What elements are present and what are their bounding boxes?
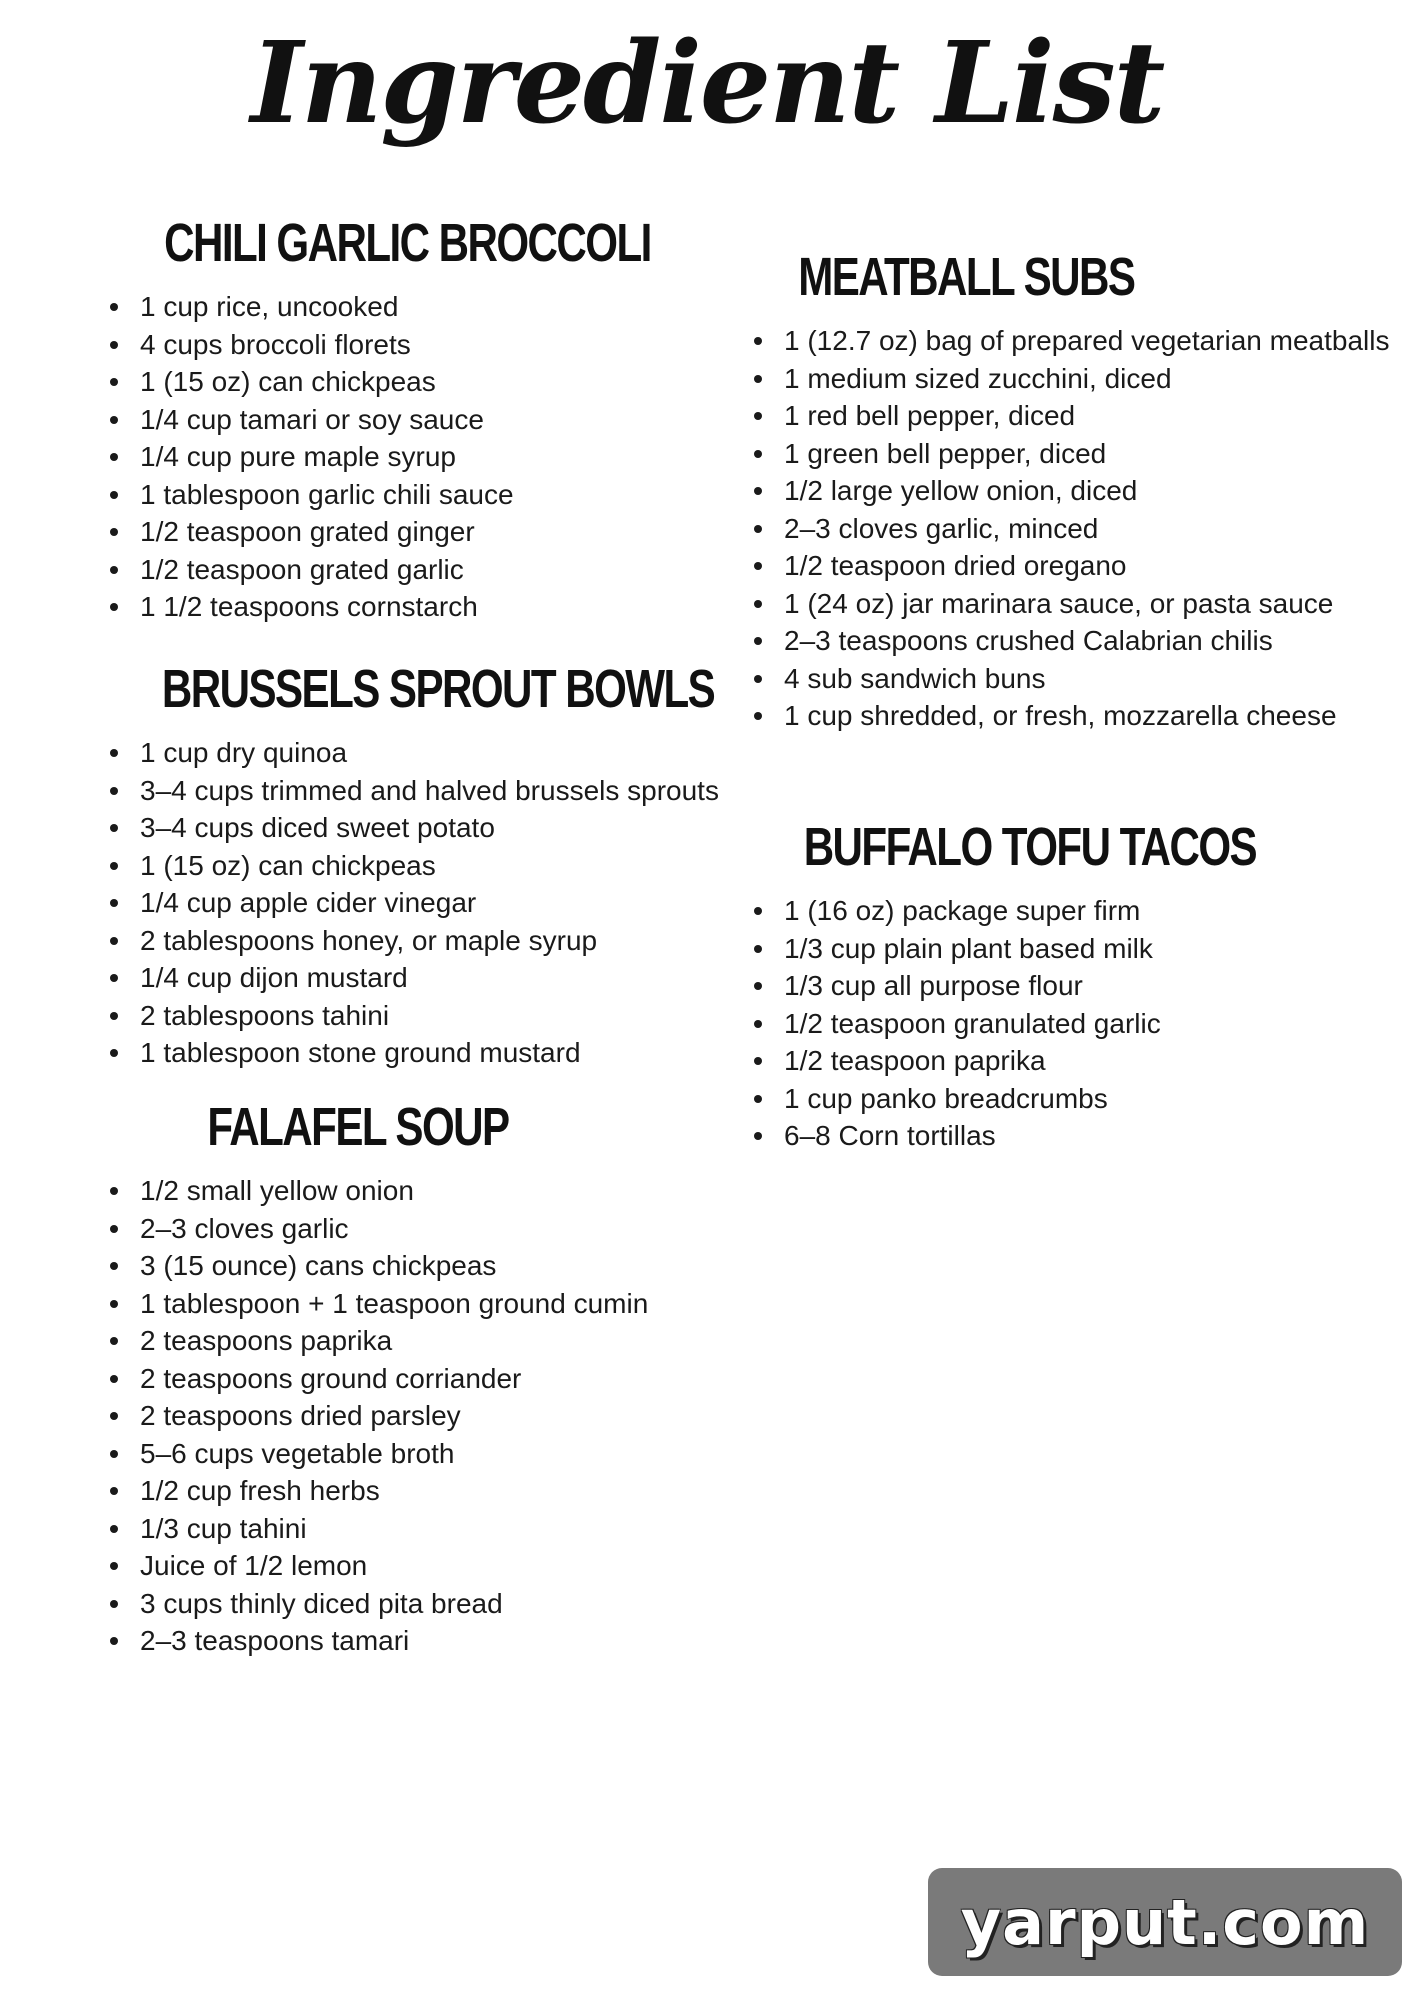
section-brussels-sprout-bowls: [108, 658, 758, 1072]
ingredient-list: [752, 322, 1402, 735]
ingredient-item: 1/3 cup tahini: [108, 1510, 608, 1548]
ingredient-item: 1 (15 oz) can chickpeas: [108, 363, 608, 401]
section-falafel-soup: [108, 1096, 649, 1660]
ingredient-item: 1 tablespoon + 1 teaspoon ground cumin: [108, 1285, 608, 1323]
ingredient-item: 1 cup rice, uncooked: [108, 288, 608, 326]
ingredient-item: 3 (15 ounce) cans chickpeas: [108, 1247, 608, 1285]
ingredient-list: [108, 734, 758, 1072]
ingredient-item: 3–4 cups diced sweet potato: [108, 809, 758, 847]
ingredient-list: [108, 288, 608, 626]
ingredient-item: 3 cups thinly diced pita bread: [108, 1585, 608, 1623]
ingredient-item: 1 cup dry quinoa: [108, 734, 758, 772]
ingredient-item: 2–3 teaspoons tamari: [108, 1622, 608, 1660]
section-chili-garlic-broccoli: [108, 212, 651, 626]
watermark-badge: [928, 1868, 1402, 1976]
ingredient-item: 1 1/2 teaspoons cornstarch: [108, 588, 608, 626]
ingredient-item: 3–4 cups trimmed and halved brussels sprouts: [108, 772, 758, 810]
ingredient-item: 1/3 cup plain plant based milk: [752, 930, 1402, 968]
section-buffalo-tofu-tacos: [752, 816, 1402, 1155]
ingredient-item: 1/2 small yellow onion: [108, 1172, 608, 1210]
ingredient-item: 1 (16 oz) package super firm: [752, 892, 1402, 930]
ingredient-item: 1 tablespoon garlic chili sauce: [108, 476, 608, 514]
ingredient-list: [108, 1172, 649, 1660]
ingredient-item: 2–3 cloves garlic, minced: [752, 510, 1402, 548]
section-heading: MEATBALL SUBS: [798, 247, 1135, 307]
ingredient-item: Juice of 1/2 lemon: [108, 1547, 608, 1585]
ingredient-item: 1/4 cup pure maple syrup: [108, 438, 608, 476]
section-meatball-subs: [752, 246, 1402, 735]
ingredient-item: 1/2 cup fresh herbs: [108, 1472, 608, 1510]
page-title: Ingredient List: [250, 18, 1164, 149]
ingredient-item: 2 teaspoons dried parsley: [108, 1397, 608, 1435]
ingredient-item: 1 green bell pepper, diced: [752, 435, 1402, 473]
ingredient-item: 1/2 teaspoon grated garlic: [108, 551, 608, 589]
ingredient-item: 1/4 cup dijon mustard: [108, 959, 758, 997]
ingredient-item: 2–3 teaspoons crushed Calabrian chilis: [752, 622, 1402, 660]
ingredient-item: 1/2 teaspoon dried oregano: [752, 547, 1402, 585]
ingredient-item: 5–6 cups vegetable broth: [108, 1435, 608, 1473]
ingredient-item: 1/2 teaspoon paprika: [752, 1042, 1402, 1080]
ingredient-item: 1 cup shredded, or fresh, mozzarella cheese: [752, 697, 1402, 735]
ingredient-item: 1/2 large yellow onion, diced: [752, 472, 1402, 510]
ingredient-item: 1 red bell pepper, diced: [752, 397, 1402, 435]
ingredient-item: 1 medium sized zucchini, diced: [752, 360, 1402, 398]
section-heading: CHILI GARLIC BROCCOLI: [164, 213, 651, 273]
ingredient-item: 1/4 cup apple cider vinegar: [108, 884, 758, 922]
ingredient-item: 1 (12.7 oz) bag of prepared vegetarian meatballs: [752, 322, 1402, 360]
ingredient-item: 1 (24 oz) jar marinara sauce, or pasta sauce: [752, 585, 1402, 623]
ingredient-item: 6–8 Corn tortillas: [752, 1117, 1402, 1155]
ingredient-item: 2 teaspoons paprika: [108, 1322, 608, 1360]
ingredient-item: 1/3 cup all purpose flour: [752, 967, 1402, 1005]
ingredient-item: 2 tablespoons tahini: [108, 997, 758, 1035]
ingredient-list: [752, 892, 1402, 1155]
ingredient-item: 2 tablespoons honey, or maple syrup: [108, 922, 758, 960]
ingredient-item: 1 (15 oz) can chickpeas: [108, 847, 758, 885]
ingredient-item: 1 cup panko breadcrumbs: [752, 1080, 1402, 1118]
ingredient-item: 1/2 teaspoon grated ginger: [108, 513, 608, 551]
section-heading: FALAFEL SOUP: [207, 1097, 509, 1157]
ingredient-item: 1/2 teaspoon granulated garlic: [752, 1005, 1402, 1043]
ingredient-item: 1 tablespoon stone ground mustard: [108, 1034, 758, 1072]
section-heading: BUFFALO TOFU TACOS: [803, 817, 1257, 877]
ingredient-item: 2–3 cloves garlic: [108, 1210, 608, 1248]
ingredient-item: 1/4 cup tamari or soy sauce: [108, 401, 608, 439]
section-heading: BRUSSELS SPROUT BOWLS: [161, 659, 715, 719]
ingredient-item: 4 cups broccoli florets: [108, 326, 608, 364]
ingredient-item: 2 teaspoons ground corriander: [108, 1360, 608, 1398]
ingredient-item: 4 sub sandwich buns: [752, 660, 1402, 698]
watermark-text: yarput.com: [960, 1885, 1370, 1959]
